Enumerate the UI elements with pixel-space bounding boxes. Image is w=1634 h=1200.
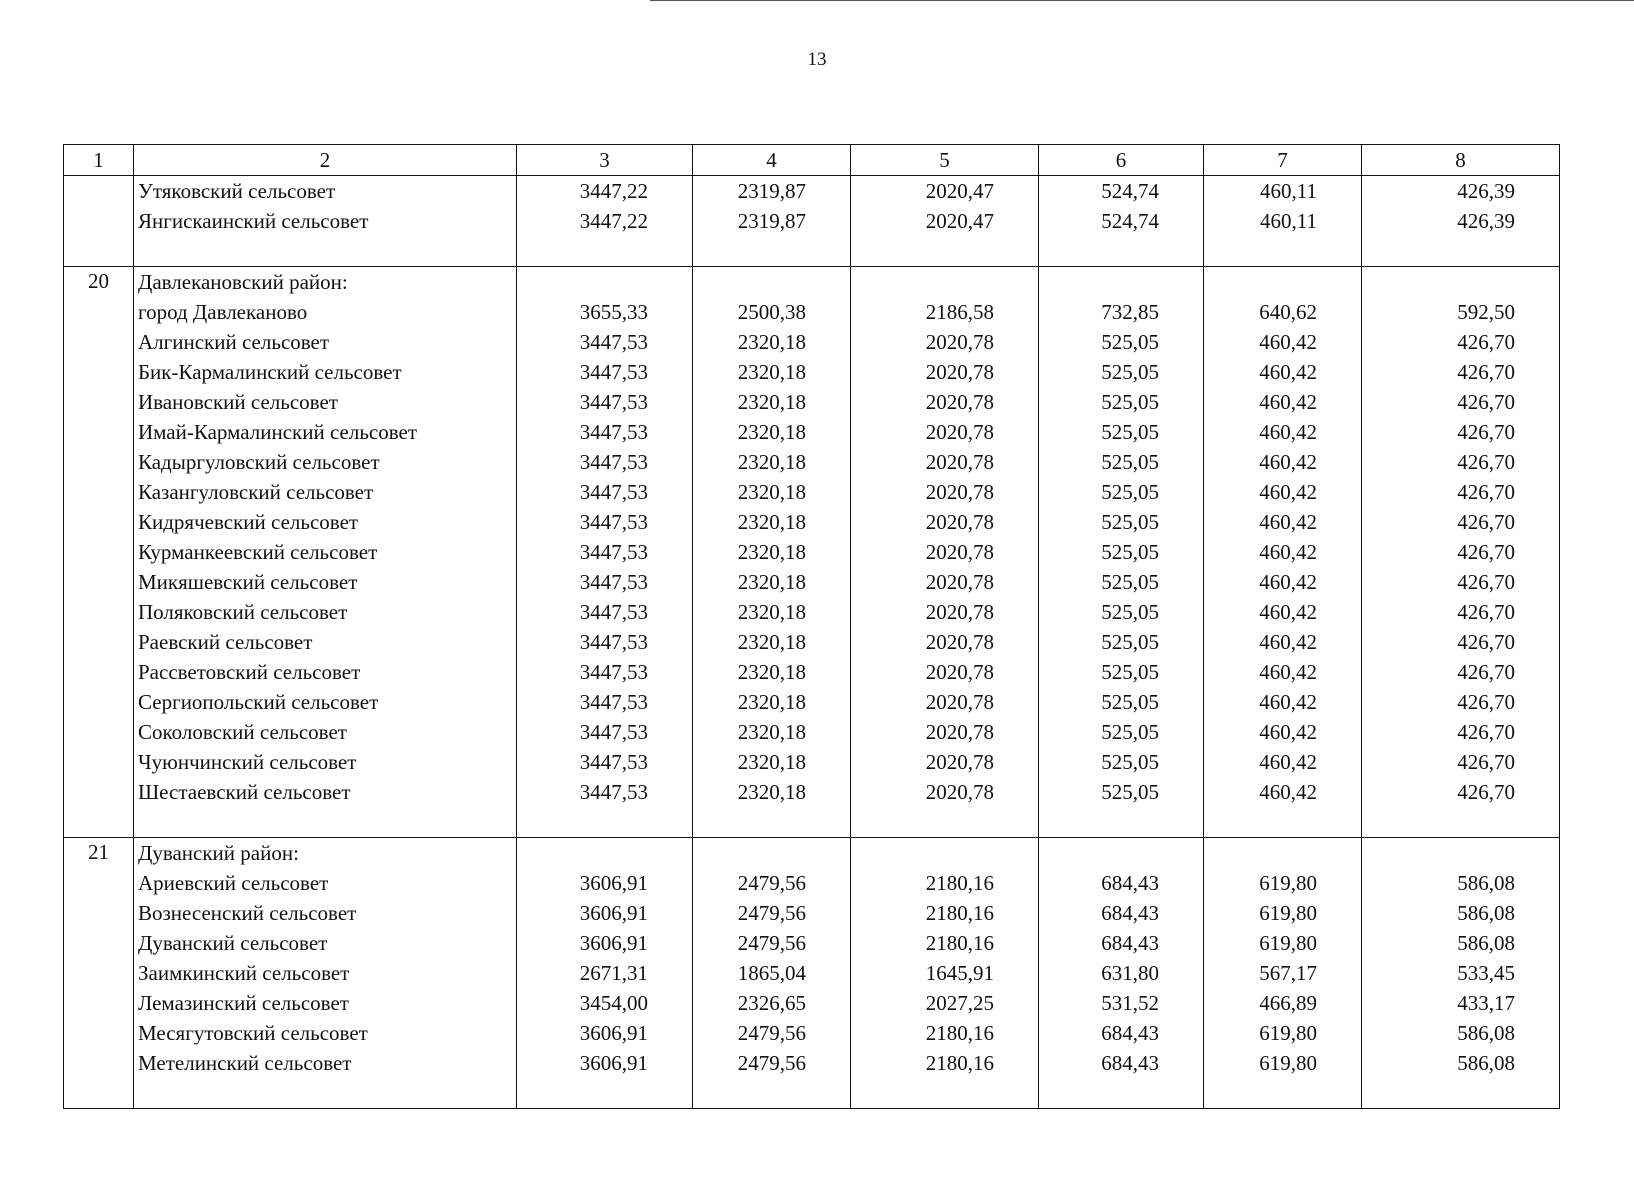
settlement-name: Бик-Кармалинский сельсовет: [138, 360, 402, 384]
tariff-value: 3447,53: [579, 510, 648, 534]
tariff-value: 524,74: [1101, 209, 1159, 233]
group-number: 20: [64, 267, 134, 838]
tariff-value: 3447,53: [579, 570, 648, 594]
name-cell: [134, 176, 517, 267]
tariff-value: 2320,18: [737, 780, 806, 804]
scan-top-rule: [650, 0, 1634, 1]
tariff-value: 426,70: [1457, 780, 1515, 804]
tariff-value: 3447,53: [579, 330, 648, 354]
tariff-value: 426,70: [1457, 330, 1515, 354]
row-spacer: [1362, 1078, 1559, 1108]
settlement-name: Имай-Кармалинский сельсовет: [138, 420, 418, 444]
settlement-name: Чуюнчинский сельсовет: [138, 750, 357, 774]
tariff-value: 426,70: [1457, 630, 1515, 654]
tariff-value: 586,08: [1457, 901, 1515, 925]
tariff-value: [517, 838, 692, 868]
table-header: [64, 145, 1560, 176]
tariff-value: 2180,16: [925, 931, 994, 955]
group-block: [64, 838, 1560, 1109]
tariff-value: 426,39: [1457, 209, 1515, 233]
tariff-value: 684,43: [1101, 871, 1159, 895]
tariff-value: 2180,16: [925, 1051, 994, 1075]
tariff-value: 586,08: [1457, 871, 1515, 895]
row-spacer: [851, 236, 1038, 266]
row-spacer: [1362, 236, 1559, 266]
tariff-value: 592,50: [1457, 300, 1515, 324]
tariff-value: 524,74: [1101, 179, 1159, 203]
value-cell: [851, 267, 1039, 838]
table-row: [64, 176, 1560, 267]
tariff-value: [1362, 838, 1559, 868]
tariff-value: 2320,18: [737, 630, 806, 654]
tariff-value: 2020,78: [925, 720, 994, 744]
tariff-value: 619,80: [1259, 871, 1317, 895]
tariff-value: [1039, 267, 1203, 297]
tariff-value: 619,80: [1259, 1021, 1317, 1045]
tariff-value: 2320,18: [737, 450, 806, 474]
column-header: 4: [693, 145, 851, 176]
value-cell: [1362, 176, 1560, 267]
row-spacer: [851, 807, 1038, 837]
settlement-name: Соколовский сельсовет: [138, 720, 347, 744]
tariff-value: 525,05: [1101, 630, 1159, 654]
tariff-value: 426,70: [1457, 690, 1515, 714]
tariff-value: 460,42: [1259, 420, 1317, 444]
tariff-value: 586,08: [1457, 1051, 1515, 1075]
settlement-name: Кидрячевский сельсовет: [138, 510, 359, 534]
tariff-value: 525,05: [1101, 660, 1159, 684]
tariff-value: 3447,53: [579, 780, 648, 804]
row-spacer: [134, 1078, 516, 1108]
tariff-value: 2320,18: [737, 720, 806, 744]
tariff-value: 3447,53: [579, 390, 648, 414]
value-cell: [1204, 176, 1362, 267]
tariff-value: 732,85: [1101, 300, 1159, 324]
column-header: 8: [1362, 145, 1560, 176]
tariff-value: 2180,16: [925, 871, 994, 895]
tariff-value: 433,17: [1457, 991, 1515, 1015]
tariff-value: 525,05: [1101, 450, 1159, 474]
tariff-value: 426,70: [1457, 360, 1515, 384]
tariff-value: 2479,56: [737, 1021, 806, 1045]
table-row: [64, 838, 1560, 1109]
tariff-value: 460,42: [1259, 750, 1317, 774]
value-cell: [693, 838, 851, 1109]
tariff-value: 2186,58: [925, 300, 994, 324]
settlement-name: Вознесенский сельсовет: [138, 901, 357, 925]
tariff-value: 2020,78: [925, 360, 994, 384]
tariff-value: 460,42: [1259, 480, 1317, 504]
tariff-value: 426,70: [1457, 510, 1515, 534]
settlement-name: город Давлеканово: [138, 300, 308, 324]
tariff-value: 2320,18: [737, 360, 806, 384]
settlement-name: Янгискаинский сельсовет: [138, 209, 369, 233]
settlement-name: Курманкеевский сельсовет: [138, 540, 378, 564]
tariff-value: 3454,00: [579, 991, 648, 1015]
name-cell: [134, 838, 517, 1109]
value-cell: [693, 267, 851, 838]
tariff-value: 2020,78: [925, 600, 994, 624]
column-header: 3: [517, 145, 693, 176]
tariff-value: 2326,65: [737, 991, 806, 1015]
group-number: 21: [64, 838, 134, 1109]
tariff-value: 640,62: [1259, 300, 1317, 324]
tariff-value: 2671,31: [579, 961, 648, 985]
row-spacer: [1039, 1078, 1203, 1108]
settlement-name: Поляковский сельсовет: [138, 600, 348, 624]
tariff-value: 2479,56: [737, 901, 806, 925]
tariff-value: 525,05: [1101, 540, 1159, 564]
tariff-value: 525,05: [1101, 720, 1159, 744]
settlement-name: Лемазинский сельсовет: [138, 991, 349, 1015]
tariff-value: 2020,78: [925, 510, 994, 534]
settlement-name: Раевский сельсовет: [138, 630, 313, 654]
tariff-value: 460,42: [1259, 690, 1317, 714]
tariff-value: [693, 267, 850, 297]
tariff-value: 3606,91: [579, 901, 648, 925]
tariff-value: 426,70: [1457, 660, 1515, 684]
header-row: [64, 145, 1560, 176]
tariff-value: 2020,78: [925, 420, 994, 444]
tariff-value: 525,05: [1101, 690, 1159, 714]
tariff-value: 525,05: [1101, 570, 1159, 594]
tariff-value: 426,70: [1457, 450, 1515, 474]
tariff-value: 460,42: [1259, 390, 1317, 414]
value-cell: [1039, 267, 1204, 838]
column-header: 6: [1039, 145, 1204, 176]
tariff-value: 426,70: [1457, 750, 1515, 774]
tariff-value: 460,42: [1259, 660, 1317, 684]
tariff-value: 684,43: [1101, 1021, 1159, 1045]
tariff-value: 2020,78: [925, 570, 994, 594]
group-block: [64, 176, 1560, 267]
settlement-name: Ариевский сельсовет: [138, 871, 329, 895]
tariff-value: 3606,91: [579, 931, 648, 955]
table-row: [64, 267, 1560, 838]
settlement-name: Дуванский район:: [138, 841, 299, 865]
tariff-value: 460,42: [1259, 330, 1317, 354]
tariff-value: [693, 838, 850, 868]
column-header: 2: [134, 145, 517, 176]
tariff-value: 3447,53: [579, 420, 648, 444]
tariff-value: [1362, 267, 1559, 297]
row-spacer: [1039, 807, 1203, 837]
tariff-value: 466,89: [1259, 991, 1317, 1015]
tariff-value: 525,05: [1101, 420, 1159, 444]
tariff-value: 3447,53: [579, 480, 648, 504]
value-cell: [517, 176, 693, 267]
column-header: 5: [851, 145, 1039, 176]
tariff-value: 3447,53: [579, 690, 648, 714]
tariff-value: 2020,47: [925, 179, 994, 203]
settlement-name: Шестаевский сельсовет: [138, 780, 351, 804]
tariff-value: 619,80: [1259, 1051, 1317, 1075]
tariff-value: 2500,38: [737, 300, 806, 324]
tariff-value: 426,70: [1457, 600, 1515, 624]
tariff-value: 2020,78: [925, 480, 994, 504]
tariff-value: 460,42: [1259, 780, 1317, 804]
tariff-value: 631,80: [1101, 961, 1159, 985]
tariff-value: 586,08: [1457, 931, 1515, 955]
tariff-value: 460,42: [1259, 630, 1317, 654]
tariff-value: 460,42: [1259, 600, 1317, 624]
tariff-value: 2020,78: [925, 750, 994, 774]
tariff-value: 2320,18: [737, 330, 806, 354]
settlement-name: Микяшевский сельсовет: [138, 570, 358, 594]
page-number: 13: [807, 49, 827, 70]
tariff-value: 426,70: [1457, 390, 1515, 414]
value-cell: [851, 176, 1039, 267]
tariff-value: 525,05: [1101, 780, 1159, 804]
row-spacer: [517, 807, 692, 837]
tariff-value: 460,42: [1259, 450, 1317, 474]
group-block: [64, 267, 1560, 838]
settlement-name: Давлекановский район:: [138, 270, 348, 294]
tariff-value: 460,42: [1259, 720, 1317, 744]
tariff-value: 426,70: [1457, 720, 1515, 744]
tariff-value: 2320,18: [737, 690, 806, 714]
value-cell: [1362, 838, 1560, 1109]
settlement-name: Метелинский сельсовет: [138, 1051, 352, 1075]
tariff-value: 2020,78: [925, 630, 994, 654]
value-cell: [1204, 838, 1362, 1109]
tariff-value: 2020,78: [925, 660, 994, 684]
tariff-value: 619,80: [1259, 901, 1317, 925]
name-cell: [134, 267, 517, 838]
tariff-value: 2320,18: [737, 660, 806, 684]
tariff-value: 2020,78: [925, 450, 994, 474]
tariff-value: 3447,53: [579, 720, 648, 744]
tariff-value: 3447,53: [579, 660, 648, 684]
tariff-value: 3606,91: [579, 1021, 648, 1045]
tariff-value: 2320,18: [737, 390, 806, 414]
tariff-value: 2479,56: [737, 931, 806, 955]
tariff-value: 426,70: [1457, 570, 1515, 594]
row-spacer: [134, 236, 516, 266]
tariff-value: 2479,56: [737, 871, 806, 895]
tariff-value: 2320,18: [737, 750, 806, 774]
tariff-value: 2020,78: [925, 780, 994, 804]
tariff-value: 460,11: [1260, 179, 1317, 203]
tariff-value: 3606,91: [579, 1051, 648, 1075]
settlement-name: Рассветовский сельсовет: [138, 660, 361, 684]
settlement-name: Сергиопольский сельсовет: [138, 690, 379, 714]
tariff-value: 2320,18: [737, 540, 806, 564]
tariff-value: 2320,18: [737, 480, 806, 504]
settlement-name: Ивановский сельсовет: [138, 390, 338, 414]
tariff-value: [851, 267, 1038, 297]
row-spacer: [851, 1078, 1038, 1108]
tariff-value: 426,39: [1457, 179, 1515, 203]
tariff-value: 531,52: [1101, 991, 1159, 1015]
row-spacer: [517, 1078, 692, 1108]
value-cell: [517, 838, 693, 1109]
value-cell: [1362, 267, 1560, 838]
row-spacer: [517, 236, 692, 266]
value-cell: [1204, 267, 1362, 838]
tariff-value: 3447,22: [579, 209, 648, 233]
tariff-value: 586,08: [1457, 1021, 1515, 1045]
tariff-value: 525,05: [1101, 600, 1159, 624]
tariff-value: 2020,78: [925, 330, 994, 354]
column-header: 7: [1204, 145, 1362, 176]
tariff-value: 3447,22: [579, 179, 648, 203]
tariff-value: 525,05: [1101, 480, 1159, 504]
row-spacer: [1362, 807, 1559, 837]
row-spacer: [693, 807, 850, 837]
tariff-value: 460,11: [1260, 209, 1317, 233]
row-spacer: [1204, 807, 1361, 837]
settlement-name: Заимкинский сельсовет: [138, 961, 350, 985]
tariff-value: 2180,16: [925, 1021, 994, 1045]
tariff-value: 567,17: [1259, 961, 1317, 985]
row-spacer: [1039, 236, 1203, 266]
tariff-value: 2320,18: [737, 570, 806, 594]
settlement-name: Месягутовский сельсовет: [138, 1021, 368, 1045]
tariff-value: 1645,91: [925, 961, 994, 985]
tariff-value: 525,05: [1101, 330, 1159, 354]
tariff-value: 2180,16: [925, 901, 994, 925]
tariff-value: 426,70: [1457, 420, 1515, 444]
tariff-value: 2319,87: [737, 179, 806, 203]
settlement-name: Дуванский сельсовет: [138, 931, 328, 955]
value-cell: [851, 838, 1039, 1109]
tariff-value: 3655,33: [579, 300, 648, 324]
tariff-value: 3447,53: [579, 540, 648, 564]
tariff-value: 3606,91: [579, 871, 648, 895]
tariff-value: 684,43: [1101, 931, 1159, 955]
row-spacer: [134, 807, 516, 837]
tariff-value: 684,43: [1101, 1051, 1159, 1075]
tariff-value: 2020,78: [925, 690, 994, 714]
tariff-value: 525,05: [1101, 390, 1159, 414]
tariff-value: 525,05: [1101, 510, 1159, 534]
tariff-value: 684,43: [1101, 901, 1159, 925]
value-cell: [1039, 176, 1204, 267]
tariff-value: [1204, 267, 1361, 297]
tariff-value: 426,70: [1457, 480, 1515, 504]
tariff-value: 460,42: [1259, 360, 1317, 384]
tariff-value: 2320,18: [737, 420, 806, 444]
tariff-value: 525,05: [1101, 750, 1159, 774]
tariff-value: 1865,04: [737, 961, 806, 985]
tariff-value: 619,80: [1259, 931, 1317, 955]
tariff-value: 3447,53: [579, 450, 648, 474]
tariff-value: 460,42: [1259, 570, 1317, 594]
tariff-value: [1039, 838, 1203, 868]
tariff-value: 3447,53: [579, 600, 648, 624]
row-spacer: [693, 236, 850, 266]
tariff-value: 2020,47: [925, 209, 994, 233]
tariff-value: 2479,56: [737, 1051, 806, 1075]
tariff-value: 525,05: [1101, 360, 1159, 384]
settlement-name: Алгинский сельсовет: [138, 330, 330, 354]
tariff-value: 426,70: [1457, 540, 1515, 564]
tariff-value: 2020,78: [925, 540, 994, 564]
tariff-value: 2320,18: [737, 510, 806, 534]
tariff-value: 2020,78: [925, 390, 994, 414]
tariff-value: 460,42: [1259, 510, 1317, 534]
tariff-value: 2319,87: [737, 209, 806, 233]
tariff-value: 2027,25: [925, 991, 994, 1015]
group-number: [64, 176, 134, 267]
row-spacer: [1204, 1078, 1361, 1108]
value-cell: [517, 267, 693, 838]
settlement-name: Казангуловский сельсовет: [138, 480, 374, 504]
tariff-value: 2320,18: [737, 600, 806, 624]
tariff-table: [63, 144, 1560, 1109]
tariff-value: [851, 838, 1038, 868]
tariff-value: [517, 267, 692, 297]
row-spacer: [1204, 236, 1361, 266]
settlement-name: Кадыргуловский сельсовет: [138, 450, 380, 474]
tariff-value: 533,45: [1457, 961, 1515, 985]
value-cell: [693, 176, 851, 267]
tariff-value: 3447,53: [579, 750, 648, 774]
tariff-value: 3447,53: [579, 630, 648, 654]
row-spacer: [693, 1078, 850, 1108]
value-cell: [1039, 838, 1204, 1109]
column-header: 1: [64, 145, 134, 176]
tariff-value: 460,42: [1259, 540, 1317, 564]
tariff-value: 3447,53: [579, 360, 648, 384]
tariff-value: [1204, 838, 1361, 868]
settlement-name: Утяковский сельсовет: [138, 179, 336, 203]
